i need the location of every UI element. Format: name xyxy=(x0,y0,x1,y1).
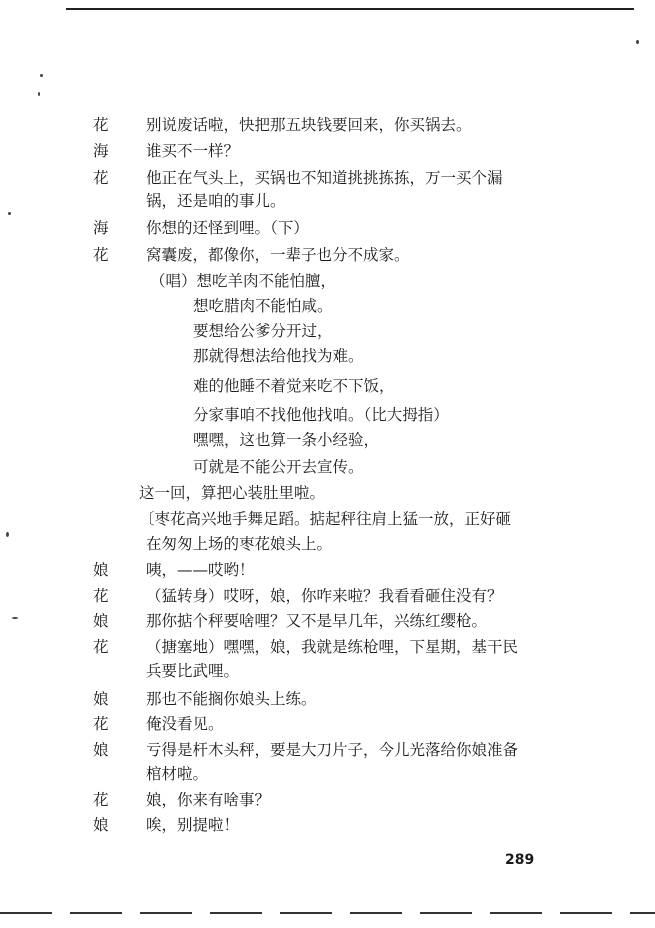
speaker-label: 花 xyxy=(93,715,109,733)
speaker-label: 花 xyxy=(93,638,109,656)
scan-speck xyxy=(6,532,9,537)
scan-speck xyxy=(40,74,43,77)
song-verse: 难的他睡不着觉来吃不下饭， xyxy=(193,377,395,395)
dialogue-line: 窝囊废，都像你，一辈子也分不成家。 xyxy=(146,246,410,264)
song-verse: 要想给公爹分开过， xyxy=(193,322,333,340)
page-number: 289 xyxy=(505,852,535,868)
song-verse: 嘿嘿，这也算一条小经验， xyxy=(193,431,380,449)
dialogue-line: 那也不能搁你娘头上练。 xyxy=(146,690,317,708)
dialogue-continuation: 兵要比武哩。 xyxy=(146,662,240,680)
dialogue-line: 亏得是杆木头秤，要是大刀片子，今儿光落给你娘准备 xyxy=(146,741,519,759)
top-rule xyxy=(66,8,634,10)
dialogue-line: 你想的还怪到哩。（下） xyxy=(146,219,309,237)
dialogue-line: 娘，你来有啥事？ xyxy=(146,791,271,809)
song-verse: 那就得想法给他找为难。 xyxy=(193,347,364,365)
dialogue-line: 谁买不一样？ xyxy=(146,142,240,160)
speaker-label: 花 xyxy=(93,246,109,264)
speaker-label: 娘 xyxy=(93,816,109,834)
speaker-label: 花 xyxy=(93,791,109,809)
scan-speck xyxy=(8,212,11,215)
song-line: （唱）想吃羊肉不能怕膻， xyxy=(150,272,337,290)
speaker-label: 花 xyxy=(93,587,109,605)
speaker-label: 娘 xyxy=(93,561,109,579)
dialogue-line: （猛转身）哎呀，娘，你咋来啦？我看看砸住没有？ xyxy=(146,587,503,605)
narration-line: 这一回，算把心装肚里啦。 xyxy=(139,484,326,502)
bottom-rule xyxy=(0,912,655,914)
song-verse: 可就是不能公开去宣传。 xyxy=(193,458,364,476)
speaker-label: 海 xyxy=(93,142,109,160)
dialogue-line: 唉，别提啦！ xyxy=(146,816,240,834)
speaker-label: 花 xyxy=(93,169,109,187)
dialogue-line: 俺没看见。 xyxy=(146,715,224,733)
speaker-label: 娘 xyxy=(93,741,109,759)
stage-direction: 〔枣花高兴地手舞足蹈。掂起秤往肩上猛一放，正好砸 xyxy=(139,510,512,528)
dialogue-continuation: 锅，还是咱的事儿。 xyxy=(146,192,286,210)
speaker-label: 花 xyxy=(93,116,109,134)
speaker-label: 娘 xyxy=(93,612,109,630)
dialogue-line: 别说废话啦，快把那五块钱要回来，你买锅去。 xyxy=(146,116,472,134)
dialogue-line: 那你掂个秤要啥哩？又不是早几年，兴练红缨枪。 xyxy=(146,612,488,630)
stage-direction-continuation: 在匆匆上场的枣花娘头上。 xyxy=(146,535,333,553)
dialogue-line: 咦，——哎哟！ xyxy=(146,561,255,579)
scan-speck xyxy=(636,40,639,44)
song-verse: 分家事咱不找他他找咱。（比大拇指） xyxy=(193,406,449,424)
dialogue-line: （搪塞地）嘿嘿，娘，我就是练枪哩，下星期，基干民 xyxy=(146,638,519,656)
scan-speck xyxy=(38,92,40,96)
dialogue-line: 他正在气头上，买锅也不知道挑挑拣拣，万一买个漏 xyxy=(146,169,503,187)
speaker-label: 海 xyxy=(93,219,109,237)
dialogue-continuation: 棺材啦。 xyxy=(146,765,209,783)
scan-speck xyxy=(12,617,18,619)
speaker-label: 娘 xyxy=(93,690,109,708)
song-verse: 想吃腊肉不能怕咸。 xyxy=(193,297,333,315)
